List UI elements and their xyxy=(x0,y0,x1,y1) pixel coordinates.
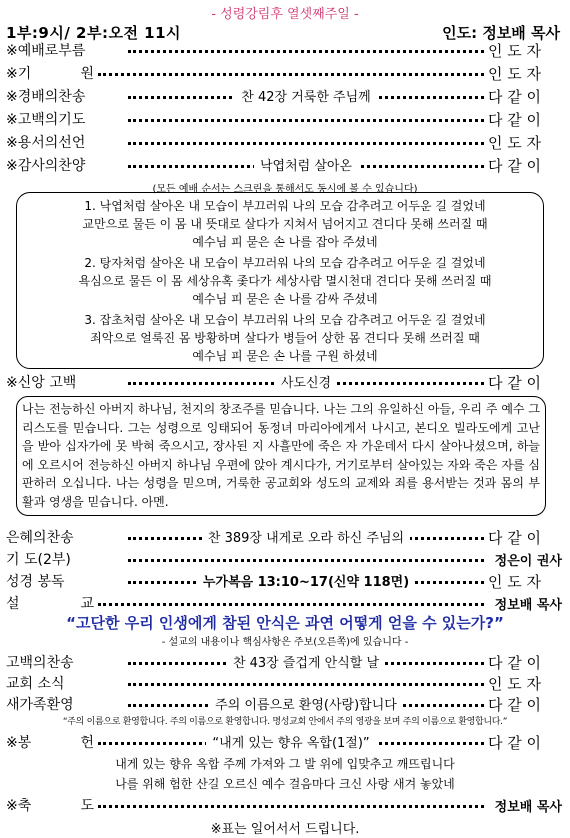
lyrics-line: 교만으로 물든 이 몸 내 뜻대로 살다가 지쳐서 넘어지고 견디다 못해 쓰러질 때 xyxy=(82,217,488,231)
order-label: ※용서의선언 xyxy=(6,135,86,151)
order-row xyxy=(6,527,562,547)
order-role: 다 같 이 xyxy=(488,695,542,714)
page-header: - 성령강림후 열셋째주일 - xyxy=(211,7,359,22)
order-role: 인 도 자 xyxy=(488,674,542,693)
offering-lyrics-line: 나를 위해 험한 산길 오르신 예수 걸음마다 크신 사랑 새겨 놓았네 xyxy=(115,777,455,791)
order-role: 인 도 자 xyxy=(488,41,542,60)
order-row xyxy=(6,795,562,815)
order-label: ※봉 헌 xyxy=(6,735,94,751)
sermon-title: “고단한 우리 인생에게 참된 안식은 과연 어떻게 얻을 수 있는가?” xyxy=(66,614,504,632)
lyrics-line: 죄악으로 얼룩진 몸 방황하며 살다가 병들어 상한 몸 견디다 못해 쓰러질 때 xyxy=(90,331,480,345)
lyrics-line: 1. 낙엽처럼 살아온 내 모습이 부끄러워 나의 모습 감추려고 어두운 길 걸었네 xyxy=(84,199,486,213)
creed-title: 사도신경 xyxy=(275,376,337,391)
leader-dots xyxy=(94,593,488,613)
apostles-creed-text: 나는 전능하신 아버지 하나님, 천지의 창조주를 믿습니다. 나는 그의 유일하신 아들, 우리 주 예수 그리스도를 믿습니다. 그는 성령으로 잉태되어 동정녀 마리아에게서 나시고, 본디오 빌라도에게 고난을 받아 십자가에 못 박혀 죽으시고, 장사된 지 사흘만에 죽은 자 가운데서 다시 살아나셨으며, 하늘에 오르시어 전능하신 아버지 하나님 우편에 앉아 계시다가, 거기로부터 살아있는 자와 죽은 자를 심판하러 오십니다. 나는 성령을 믿으며, 거룩한 공교회와 성도의 교제와 죄를 용서받는 것과 몸의 부활과 영생을 믿습니다. 아멘. xyxy=(22,402,540,509)
lyrics-line: 예수님 피 묻은 손 나를 감싸 주셨네 xyxy=(192,292,378,306)
leader-dots xyxy=(124,673,488,693)
order-label: ※예배로부름 xyxy=(6,43,86,59)
order-row xyxy=(6,63,562,83)
order-role: 다 같 이 xyxy=(488,733,542,752)
song-title: 낙엽처럼 살아온 xyxy=(254,159,358,174)
footer-note: ※표는 일어서서 드립니다. xyxy=(210,822,360,837)
order-role: 다 같 이 xyxy=(488,373,542,392)
order-row xyxy=(6,732,562,752)
order-row xyxy=(6,652,562,672)
order-role: 다 같 이 xyxy=(488,156,542,175)
order-label: 성경 봉독 xyxy=(6,574,65,590)
order-label: 은혜의찬송 xyxy=(6,530,74,546)
order-label: ※기 원 xyxy=(6,66,94,82)
leader-dots xyxy=(124,571,488,591)
leader-dots xyxy=(124,527,488,547)
order-row xyxy=(6,593,562,613)
welcome-song: 주의 이름으로 환영(사랑)합니다 xyxy=(209,698,403,713)
worship-leader: 인도: 정보배 목사 xyxy=(442,24,560,42)
order-row xyxy=(6,155,562,175)
sermon-note: - 설교의 내용이나 핵심사항은 주보(오른쪽)에 있습니다 - xyxy=(161,637,409,648)
order-label: ※경배의찬송 xyxy=(6,89,86,105)
leader-dots xyxy=(124,155,488,175)
order-row xyxy=(6,549,562,569)
order-row xyxy=(6,673,562,693)
order-label: 교회 소식 xyxy=(6,676,65,692)
scripture-reference: 누가복음 13:10~17(신약 118면) xyxy=(197,575,415,590)
leader-dots xyxy=(124,40,488,60)
order-row xyxy=(6,40,562,60)
order-role: 다 같 이 xyxy=(488,87,542,106)
order-row xyxy=(6,372,562,392)
hymn-title: 찬 389장 내게로 오라 하신 주님의 xyxy=(202,531,410,546)
leader-dots xyxy=(124,132,488,152)
leader-dots xyxy=(94,795,488,815)
order-row xyxy=(6,571,562,591)
order-label: ※축 도 xyxy=(6,798,94,814)
order-label: 새가족환영 xyxy=(6,697,74,713)
order-row xyxy=(6,109,562,129)
lyrics-line: 3. 잡초처럼 살아온 내 모습이 부끄러워 나의 모습 감추려고 어두운 길 걸었네 xyxy=(84,313,486,327)
service-times: 1부:9시/ 2부:오전 11시 xyxy=(6,24,182,42)
screen-note: (모든 예배 순서는 스크린을 통해서도 동시에 볼 수 있습니다) xyxy=(152,184,418,195)
welcome-lyrics: “주의 이름으로 환영합니다. 주의 이름으로 환영합니다. 명성교회 안에서 주의 영광을 보며 주의 이름으로 환영합니다.” xyxy=(62,717,508,727)
order-role: 정은이 권사 xyxy=(494,553,562,569)
order-role: 다 같 이 xyxy=(488,653,542,672)
order-role: 인 도 자 xyxy=(488,133,542,152)
order-label: 기 도(2부) xyxy=(6,552,71,568)
order-role: 인 도 자 xyxy=(488,64,542,83)
leader-dots xyxy=(124,86,488,106)
lyrics-line: 2. 탕자처럼 살아온 내 모습이 부끄러워 나의 모습 감추려고 어두운 길 걸었네 xyxy=(84,256,486,270)
offering-lyrics-line: 내게 있는 향유 옥합 주께 가져와 그 발 위에 입맞추고 깨뜨립니다 xyxy=(115,757,455,771)
leader-dots xyxy=(124,652,488,672)
order-label: ※감사의찬양 xyxy=(6,158,86,174)
order-role: 정보배 목사 xyxy=(494,597,562,613)
order-row xyxy=(6,132,562,152)
leader-dots xyxy=(124,372,488,392)
lyrics-line: 예수님 피 묻은 손 나를 구원 하셨네 xyxy=(192,349,378,363)
order-role: 정보배 목사 xyxy=(494,799,562,815)
order-role: 인 도 자 xyxy=(488,572,542,591)
hymn-title: 찬 42장 거룩한 주님께 xyxy=(235,90,376,105)
leader-dots xyxy=(94,63,488,83)
order-row xyxy=(6,86,562,106)
leader-dots xyxy=(94,732,488,752)
order-role: 다 같 이 xyxy=(488,528,542,547)
hymn-title: 찬 43장 즐겁게 안식할 날 xyxy=(227,656,385,671)
order-row xyxy=(6,694,562,714)
order-role: 다 같 이 xyxy=(488,110,542,129)
order-label: ※고백의기도 xyxy=(6,112,86,128)
order-label: ※신앙 고백 xyxy=(6,375,77,391)
leader-dots xyxy=(124,549,488,569)
leader-dots xyxy=(124,694,488,714)
lyrics-line: 욕심으로 물든 이 몸 세상유혹 좇다가 세상사람 멸시천대 견디다 못해 쓰러질 때 xyxy=(78,274,492,288)
leader-dots xyxy=(124,109,488,129)
lyrics-line: 예수님 피 묻은 손 나를 잡아 주셨네 xyxy=(192,235,378,249)
offering-song: “내게 있는 향유 옥합(1절)” xyxy=(206,736,375,751)
order-label: 고백의찬송 xyxy=(6,655,74,671)
order-label: 설 교 xyxy=(6,596,94,612)
